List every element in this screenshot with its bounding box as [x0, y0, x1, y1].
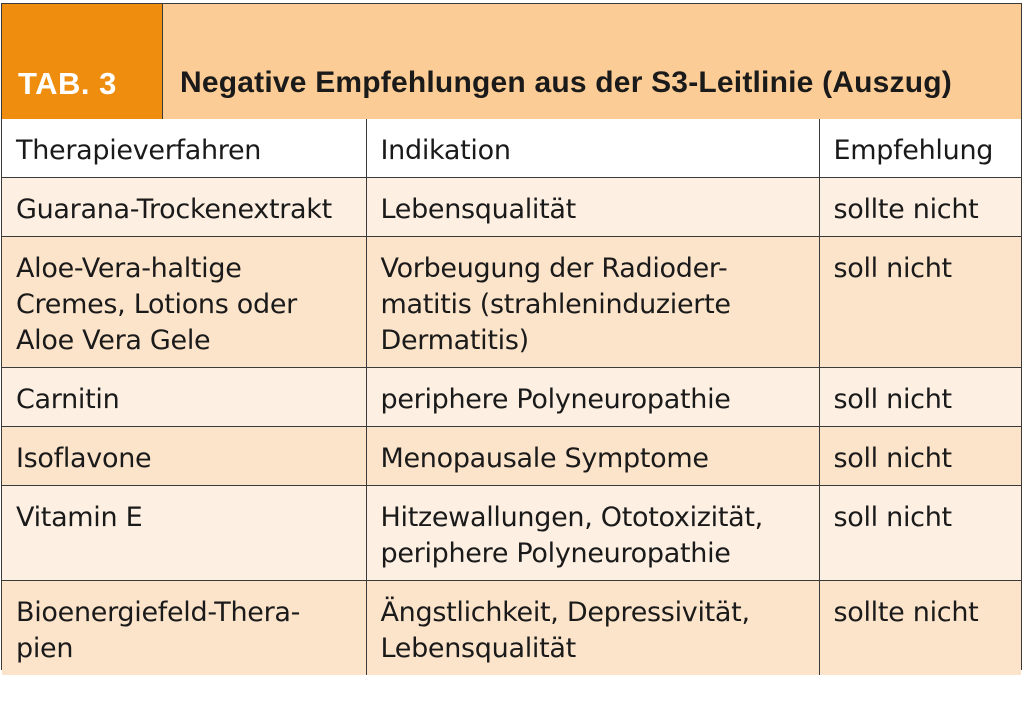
cell-empfehlung: soll nicht: [819, 368, 1021, 427]
cell-therapie: Vitamin E: [2, 486, 366, 581]
cell-empfehlung: soll nicht: [819, 427, 1021, 486]
recommendations-table: [2, 119, 1021, 675]
cell-indikation: Vorbeugung der Radioder- matitis (strahleninduzierte Dermatitis): [366, 237, 819, 368]
table-row: [2, 178, 1021, 237]
table-title: Negative Empfehlungen aus der S3-Leitlinie (Auszug): [180, 66, 952, 99]
cell-indikation: Ängstlichkeit, Depressivität, Lebensqualität: [366, 581, 819, 676]
table-frame: [1, 3, 1022, 670]
cell-indikation: Menopausale Symptome: [366, 427, 819, 486]
cell-empfehlung: soll nicht: [819, 237, 1021, 368]
column-header-indikation: Indikation: [366, 119, 819, 178]
cell-therapie: Guarana-Trockenextrakt: [2, 178, 366, 237]
table-row: [2, 581, 1021, 676]
cell-therapie: Isoflavone: [2, 427, 366, 486]
cell-empfehlung: sollte nicht: [819, 581, 1021, 676]
cell-therapie: Aloe-Vera-haltige Cremes, Lotions oder Aloe Vera Gele: [2, 237, 366, 368]
cell-empfehlung: soll nicht: [819, 486, 1021, 581]
cell-therapie: Carnitin: [2, 368, 366, 427]
table-row: [2, 237, 1021, 368]
column-header-therapie: Therapieverfahren: [2, 119, 366, 178]
cell-indikation: Lebensqualität: [366, 178, 819, 237]
table-number: TAB. 3: [18, 66, 117, 101]
cell-indikation: periphere Polyneuropathie: [366, 368, 819, 427]
table-row: [2, 368, 1021, 427]
cell-indikation: Hitzewallungen, Ototoxizität, periphere Polyneuropathie: [366, 486, 819, 581]
table-number-badge: [2, 4, 163, 119]
table-row: [2, 427, 1021, 486]
column-header-row: [2, 119, 1021, 178]
cell-therapie: Bioenergiefeld-Thera- pien: [2, 581, 366, 676]
table-row: [2, 486, 1021, 581]
column-header-empfehlung: Empfehlung: [819, 119, 1021, 178]
cell-empfehlung: sollte nicht: [819, 178, 1021, 237]
table-header: [2, 4, 1021, 120]
